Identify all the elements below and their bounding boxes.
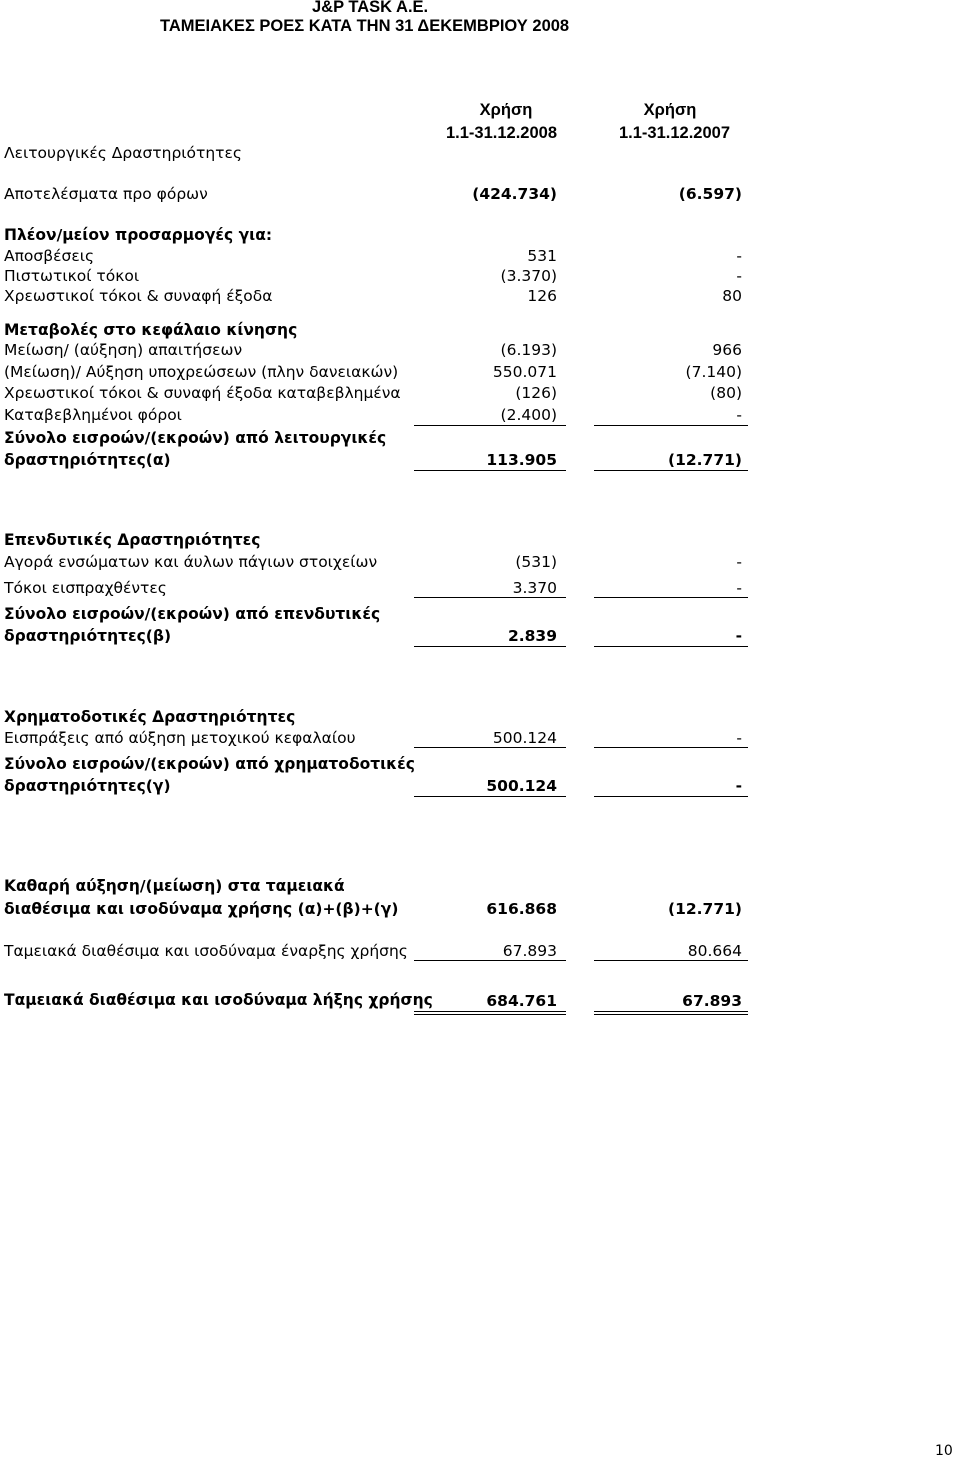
investing-total-2007: - <box>735 627 742 645</box>
depreciation-2007: - <box>736 247 742 265</box>
closing-cash-2007: 67.893 <box>682 992 742 1010</box>
taxes-paid-2007: - <box>736 406 742 424</box>
closing-cash-rule-2007-a <box>594 1011 748 1012</box>
purchase-assets-2007: - <box>736 553 742 571</box>
financing-subtotal-rule-2008 <box>414 747 566 748</box>
investing-total-label-1: Σύνολο εισροών/(εκροών) από επενδυτικές <box>4 605 381 623</box>
page-number: 10 <box>935 1443 953 1459</box>
document-title: ΤΑΜΕΙΑΚΕΣ ΡΟΕΣ ΚΑΤΑ ΤΗΝ 31 ΔΕΚΕΜΒΡΙΟΥ 2008 <box>160 17 570 35</box>
operating-total-rule-2008 <box>414 470 566 471</box>
financing-total-label-1: Σύνολο εισροών/(εκροών) από χρηματοδοτικές <box>4 755 415 773</box>
financing-total-rule-2008 <box>414 796 566 797</box>
opening-cash-rule-2007 <box>594 960 748 961</box>
investing-subtotal-rule-2007 <box>594 597 748 598</box>
financing-subtotal-rule-2007 <box>594 747 748 748</box>
opening-cash-label: Ταμειακά διαθέσιμα και ισοδύναμα έναρξης χρήσης <box>4 942 408 960</box>
liabilities-label: (Μείωση)/ Αύξηση υποχρεώσεων (πλην δανειακών) <box>4 363 399 381</box>
taxes-paid-label: Καταβεβλημένοι φόροι <box>4 406 182 424</box>
closing-cash-rule-2008-b <box>414 1014 566 1015</box>
investing-total-rule-2008 <box>414 646 566 647</box>
receivables-2007: 966 <box>712 341 742 359</box>
interest-paid-label: Χρεωστικοί τόκοι & συναφή έξοδα καταβεβλημένα <box>4 384 401 402</box>
investing-subtotal-rule-2008 <box>414 597 566 598</box>
closing-cash-rule-2008-a <box>414 1011 566 1012</box>
investing-heading: Επενδυτικές Δραστηριότητες <box>4 531 261 549</box>
depreciation-label: Αποσβέσεις <box>4 247 95 265</box>
net-change-label-2: διαθέσιμα και ισοδύναμα χρήσης (α)+(β)+(γ) <box>4 900 399 918</box>
depreciation-2008: 531 <box>527 247 557 265</box>
credit-interest-2007: - <box>736 267 742 285</box>
col-2007-period: 1.1-31.12.2007 <box>618 124 730 142</box>
profit-before-tax-label: Αποτελέσματα προ φόρων <box>4 185 208 203</box>
interest-paid-2008: (126) <box>515 384 557 402</box>
closing-cash-rule-2007-b <box>594 1014 748 1015</box>
financing-total-2007: - <box>735 777 742 795</box>
taxes-paid-2008: (2.400) <box>500 406 557 424</box>
financing-total-label-2: δραστηριότητες(γ) <box>4 777 171 795</box>
liabilities-2008: 550.071 <box>492 363 557 381</box>
financing-total-2008: 500.124 <box>486 777 557 795</box>
investing-total-2008: 2.839 <box>507 627 557 645</box>
operating-subtotal-rule-2007 <box>594 425 748 426</box>
purchase-assets-label: Αγορά ενσώματων και άυλων πάγιων στοιχείων <box>4 553 378 571</box>
col-2008-heading: Χρήση <box>479 101 533 119</box>
opening-cash-2007: 80.664 <box>687 942 742 960</box>
operating-total-2007: (12.771) <box>668 451 742 469</box>
interest-paid-2007: (80) <box>710 384 742 402</box>
purchase-assets-2008: (531) <box>515 553 557 571</box>
financing-heading: Χρηματοδοτικές Δραστηριότητες <box>4 708 296 726</box>
operating-total-label-1: Σύνολο εισροών/(εκροών) από λειτουργικές <box>4 429 387 447</box>
closing-cash-label: Ταμειακά διαθέσιμα και ισοδύναμα λήξης χρήσης <box>4 991 433 1009</box>
debit-interest-label: Χρεωστικοί τόκοι & συναφή έξοδα <box>4 287 273 305</box>
profit-before-tax-2008: (424.734) <box>472 185 557 203</box>
operating-total-rule-2007 <box>594 470 748 471</box>
col-2008-period: 1.1-31.12.2008 <box>445 124 557 142</box>
interest-received-label: Τόκοι εισπραχθέντες <box>4 579 167 597</box>
financing-total-rule-2007 <box>594 796 748 797</box>
share-capital-label: Εισπράξεις από αύξηση μετοχικού κεφαλαίου <box>4 729 356 747</box>
credit-interest-2008: (3.370) <box>500 267 557 285</box>
working-capital-heading: Μεταβολές στο κεφάλαιο κίνησης <box>4 321 298 339</box>
investing-total-label-2: δραστηριότητες(β) <box>4 627 172 645</box>
interest-received-2007: - <box>736 579 742 597</box>
receivables-2008: (6.193) <box>500 341 557 359</box>
col-2007-heading: Χρήση <box>643 101 697 119</box>
operating-total-2008: 113.905 <box>486 451 557 469</box>
profit-before-tax-2007: (6.597) <box>678 185 742 203</box>
operating-subtotal-rule-2008 <box>414 425 566 426</box>
net-change-label-1: Καθαρή αύξηση/(μείωση) στα ταμειακά <box>4 877 345 895</box>
company-name: J&P TASK A.E. <box>312 0 429 16</box>
receivables-label: Μείωση/ (αύξηση) απαιτήσεων <box>4 341 243 359</box>
net-change-2007: (12.771) <box>668 900 742 918</box>
share-capital-2008: 500.124 <box>492 729 557 747</box>
debit-interest-2008: 126 <box>527 287 557 305</box>
net-change-2008: 616.868 <box>486 900 557 918</box>
liabilities-2007: (7.140) <box>685 363 742 381</box>
investing-total-rule-2007 <box>594 646 748 647</box>
operating-heading: Λειτουργικές Δραστηριότητες <box>4 144 242 162</box>
share-capital-2007: - <box>736 729 742 747</box>
closing-cash-2008: 684.761 <box>486 992 557 1010</box>
adjustments-heading: Πλέον/μείον προσαρμογές για: <box>4 226 273 244</box>
opening-cash-2008: 67.893 <box>502 942 557 960</box>
interest-received-2008: 3.370 <box>512 579 557 597</box>
operating-total-label-2: δραστηριότητες(α) <box>4 451 171 469</box>
credit-interest-label: Πιστωτικοί τόκοι <box>4 267 140 285</box>
opening-cash-rule-2008 <box>414 960 566 961</box>
debit-interest-2007: 80 <box>722 287 742 305</box>
